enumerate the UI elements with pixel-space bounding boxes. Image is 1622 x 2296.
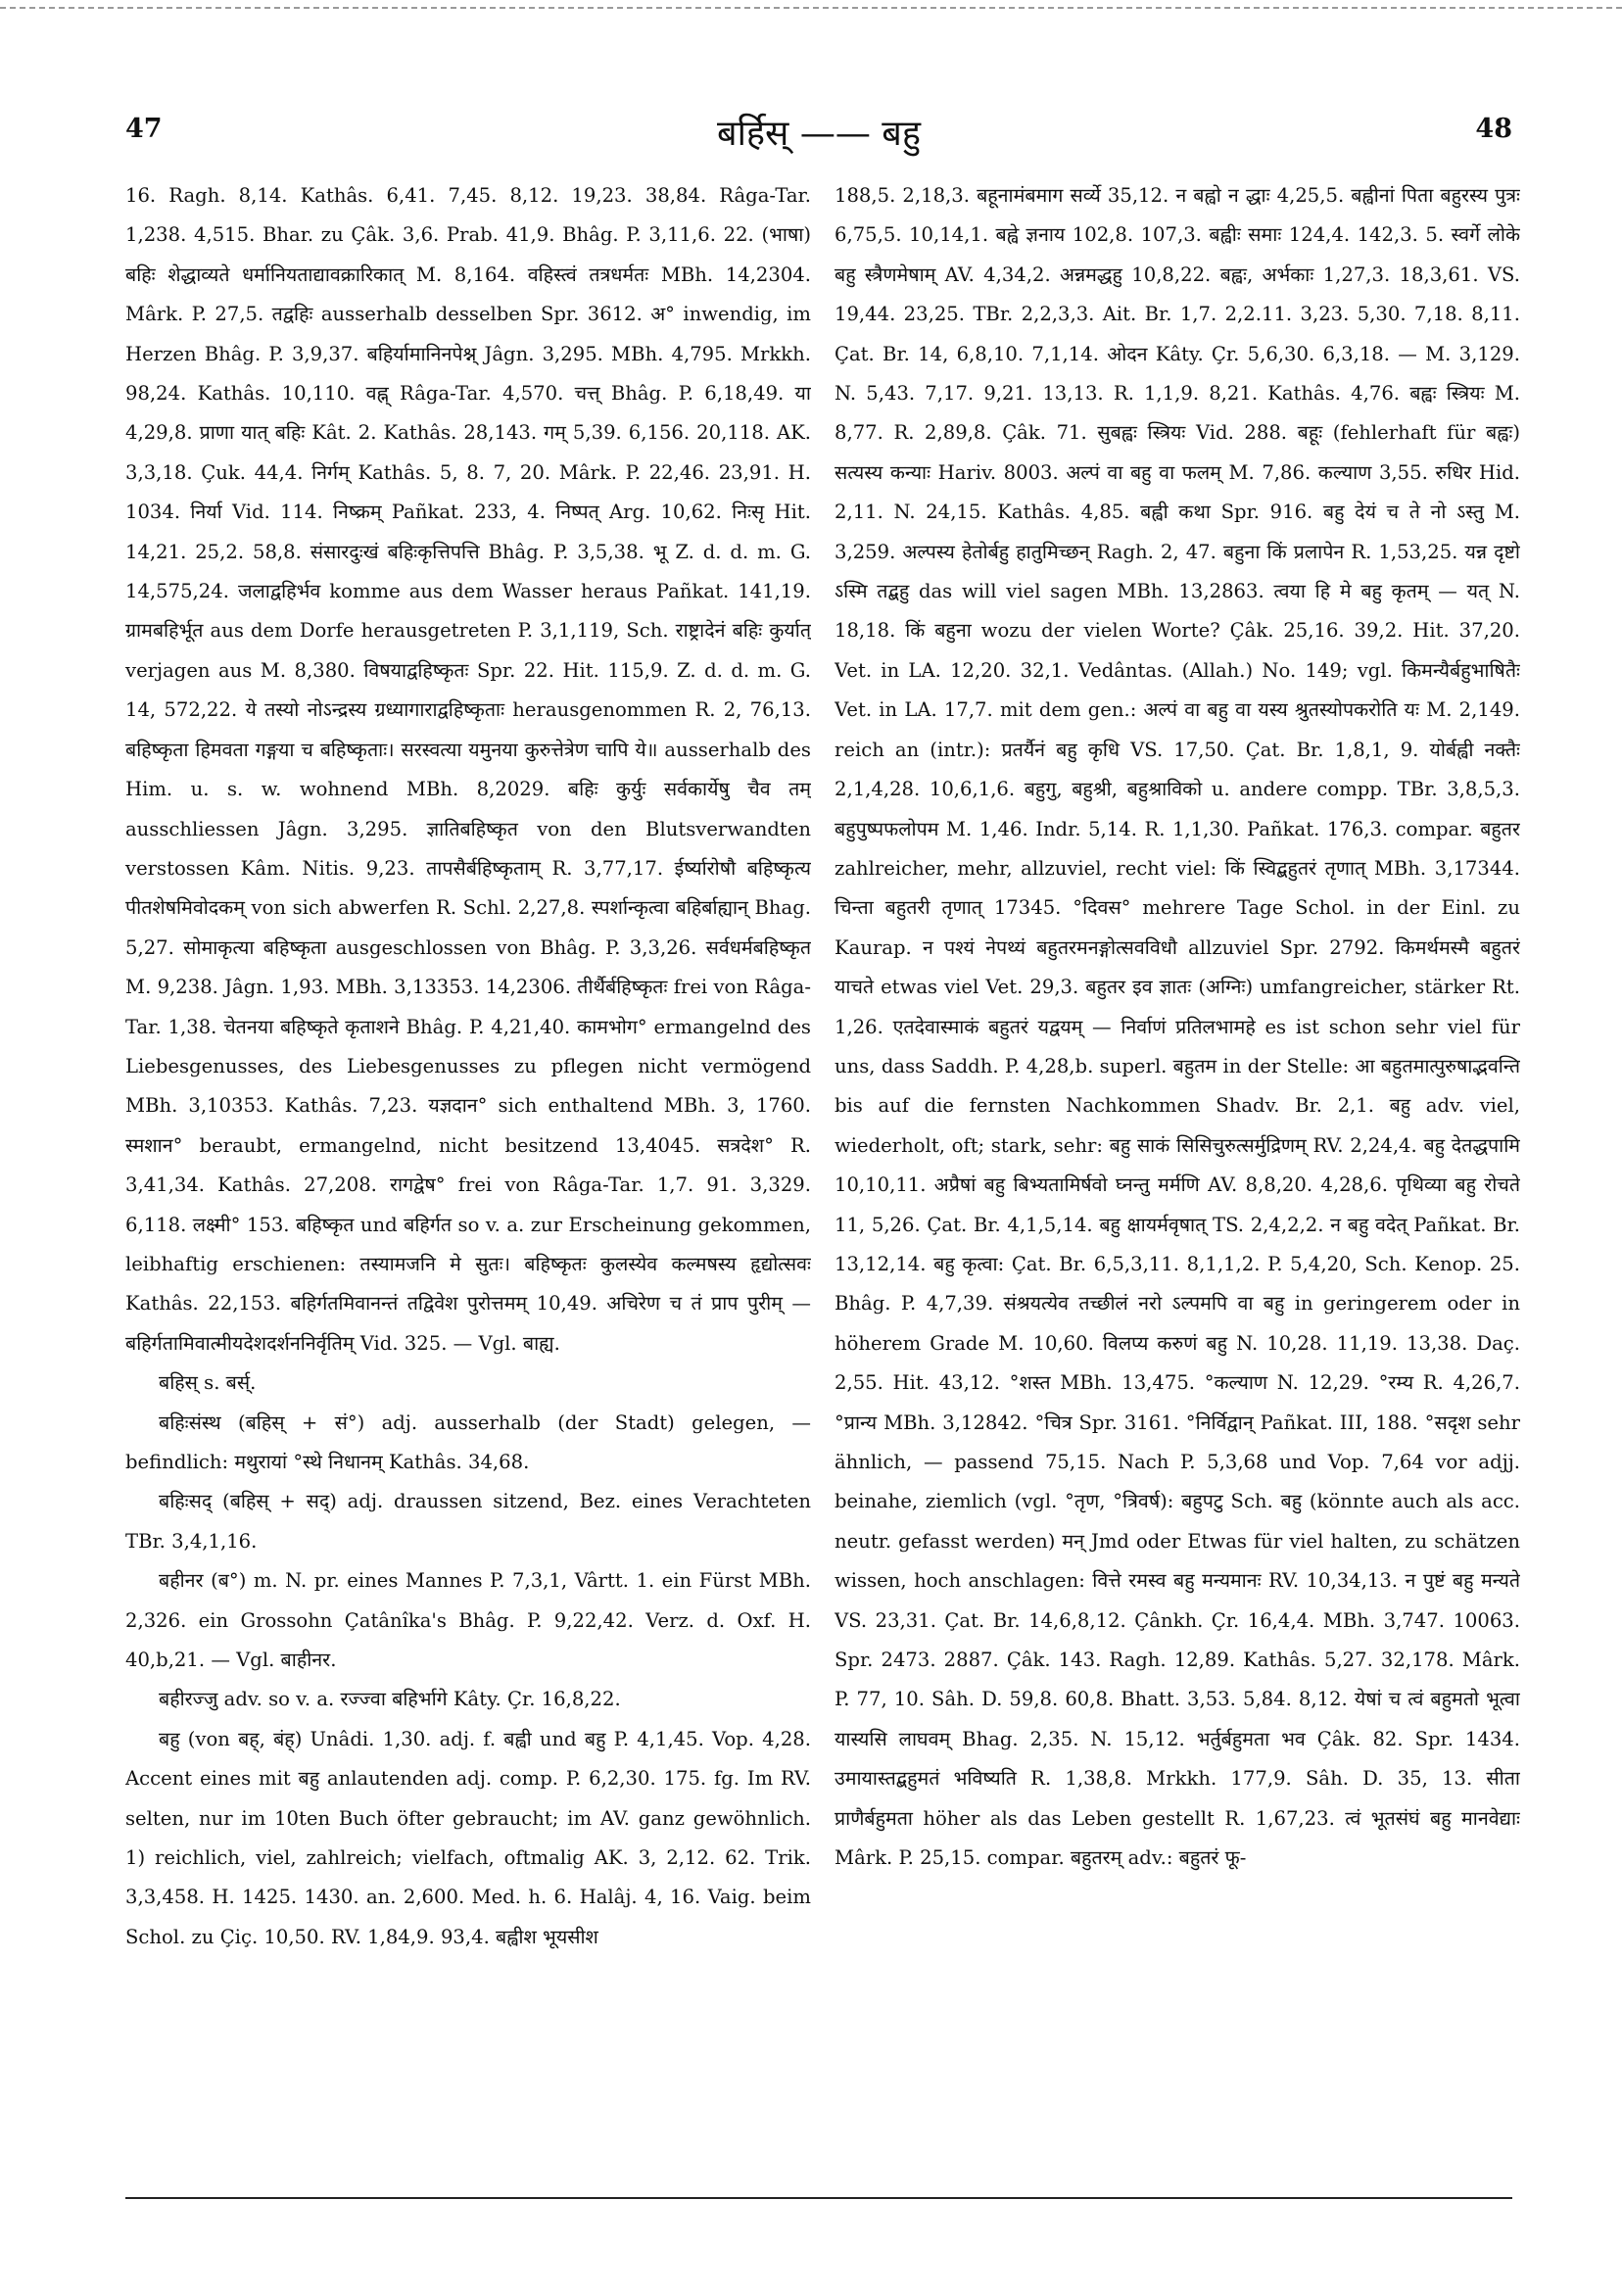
entry-bahirajju: बहीरज्जु adv. so v. a. रज्ज्वा बहिर्भागे Kâty. Çr. 16,8,22.	[159, 1688, 621, 1711]
page-header	[125, 108, 1512, 155]
paragraph: 188,5. 2,18,3. बहूनामंबमाग सर्व्ये 35,12. न बह्वो न द्धाः 4,25,5. बह्वीनां पिता बहुरस्य पुत्रः 6,75,5. 10,14,1. बह्वे ज्ञनाय 102,8. 107,3. बह्वीः समाः 124,4. 142,3. 5. स्वर्गे लोके बहु स्त्रैणमेषाम् AV. 4,34,2. अन्नमद्धहु 10,8,22. बह्वः, अर्भकाः 1,27,3. 18,3,61. VS. 19,44. 23,25. TBr. 2,2,3,3. Ait. Br. 1,7. 2,2.11. 3,23. 5,30. 7,18. 8,11. Çat. Br. 14, 6,8,10. 7,1,14. ओदन Kâty. Çr. 5,6,30. 6,3,18. — M. 3,129. N. 5,43. 7,17. 9,21. 13,13. R. 1,1,9. 8,21. Kathâs. 4,76. बह्वः स्त्रियः M. 8,77. R. 2,89,8. Çâk. 71. सुबह्वः स्त्रियः Vid. 288. बहूः (fehlerhaft für बह्वः) सत्यस्य कन्याः Hariv. 8003. अल्पं वा बहु वा फलम् M. 7,86. कल्याण 3,55. रुधिर Hid. 2,11. N. 24,15. Kathâs. 4,85. बह्वी कथा Spr. 916. बहु देयं च ते नो ऽस्तु M. 3,259. अल्पस्य हेतोर्बहु हातुमिच्छन् Ragh. 2, 47. बहुना किं प्रलापेन R. 1,53,25. यन्न दृष्टो ऽस्मि तद्बहु das will viel sagen MBh. 13,2863. त्वया हि मे बहु कृतम् — यत् N. 18,18. किं बहुना wozu der vielen Worte? Çâk. 25,16. 39,2. Hit. 37,20. Vet. in LA. 12,20. 32,1. Vedântas. (Allah.) No. 149; vgl. किमन्यैर्बहुभाषितैः Vet. in LA. 17,7. mit dem gen.: अल्पं वा बहु वा यस्य श्रुतस्योपकरोति यः M. 2,149. reich an (intr.): प्रतर्यैनं बहु कृधि VS. 17,50. Çat. Br. 1,8,1, 9. योर्बह्वी नक्तैः 2,1,4,28. 10,6,1,6. बहुगु, बहुश्री, बहुश्राविको u. andere compp. TBr. 3,8,5,3. बहुपुष्पफलोपम M. 1,46. Indr. 5,14. R. 1,1,30. Pañkat. 176,3. compar. बहुतर zahlreicher, mehr, allzuviel, recht viel: किं स्विद्बहुतरं तृणात् MBh. 3,17344. चिन्ता बहुतरी तृणात् 17345. °दिवस° mehrere Tage Schol. in der Einl. zu Kaurap. न पश्यं नेपथ्यं बहुतरमनङ्गोत्सवविधौ allzuviel Spr. 2792. किमर्थमस्मै बहुतरं याचते etwas viel Vet. 29,3. बहुतर इव ज्ञातः (अग्निः) umfangreicher, stärker Rt. 1,26. एतदेवास्माकं बहुतरं यद्वयम् — निर्वाणं प्रतिलभामहे es ist schon sehr viel für uns, dass Saddh. P. 4,28,b. superl. बहुतम in der Stelle: आ बहुतमात्पुरुषाद्भवन्ति bis auf die fernsten Nachkommen Shadv. Br. 2,1. बहु adv. viel, wiederholt, oft; stark, sehr: बहु साकं सिसिचुरुत्सर्मुद्रिणम् RV. 2,24,4. बहु देतद्धपामि 10,10,11. अप्रैषां बहु बिभ्यतामिर्षवो घ्नन्तु मर्मणि AV. 8,8,20. 4,28,6. पृथिव्या बहु रोचते 11, 5,26. Çat. Br. 4,1,5,14. बहु क्षायर्मवृषात् TS. 2,4,2,2. न बहु वदेत् Pañkat. Br. 13,12,14. बहु कृत्वा: Çat. Br. 6,5,3,11. 8,1,1,2. P. 5,4,20, Sch. Kenop. 25. Bhâg. P. 4,7,39. संश्रयत्येव तच्छीलं नरो ऽल्पमपि वा बहु in geringerem oder in höherem Grade M. 10,60. विलप्य करुणं बहु N. 10,28. 11,19. 13,38. Daç. 2,55. Hit. 43,12. °शस्त MBh. 13,475. °कल्याण N. 12,29. °रम्य R. 4,26,7. °प्रान्य MBh. 3,12842. °चित्र Spr. 3161. °निर्विद्वान् Pañkat. III, 188. °सदृश sehr ähnlich, — passend 75,15. Nach P. 5,3,68 und Vop. 7,64 vor adjj. beinahe, ziemlich (vgl. °तृण, °त्रिवर्ष): बहुपटु Sch. बहु (könnte auch als acc. neutr. gefasst werden) मन् Jmd oder Etwas für viel halten, zu schätzen wissen, hoch anschlagen: वित्ते रमस्व बहु मन्यमानः RV. 10,34,13. न पुष्टं बहु मन्यते VS. 23,31. Çat. Br. 14,6,8,12. Çânkh. Çr. 16,4,4. MBh. 3,747. 10063. Spr. 2473. 2887. Çâk. 143. Ragh. 12,89. Kathâs. 5,27. 32,178. Mârk. P. 77, 10. Sâh. D. 59,8. 60,8. Bhatt. 3,53. 5,84. 8,12. येषां च त्वं बहुमतो भूत्वा यास्यसि लाघवम् Bhag. 2,35. N. 15,12. भर्तुर्बहुमता भव Çâk. 82. Spr. 1434. उमायास्तद्बहुमतं भविष्यति R. 1,38,8. Mrkkh. 177,9. Sâh. D. 35, 13. सीता प्राणैर्बहुमता höher als das Leben gestellt R. 1,67,23. त्वं भूतसंघं बहु मानवेद्याः Mârk. P. 25,15. compar. बहुतरम् adv.: बहुतरं फू-	[835, 184, 1520, 1870]
page-number-left: 47	[125, 114, 163, 144]
paragraph: 16. Ragh. 8,14. Kathâs. 6,41. 7,45. 8,12. 19,23. 38,84. Râga-Tar. 1,238. 4,515. Bhar. zu Çâk. 3,6. Prab. 41,9. Bhâg. P. 3,11,6. 22. (भाषा) बहिः शेद्धाव्यते धर्मानियताद्यावक्रारिकात् M. 8,164. वहिस्त्वं तत्रधर्मतः MBh. 14,2304. Mârk. P. 27,5. तद्वहिः ausserhalb desselben Spr. 3612. अ° inwendig, im Herzen Bhâg. P. 3,9,37. बहिर्यामानिनपेश्न् Jâgn. 3,295. MBh. 4,795. Mrkkh. 98,24. Kathâs. 10,110. वह्न् Râga-Tar. 4,570. चत्त् Bhâg. P. 6,18,49. या 4,29,8. प्राणा यात् बहिः Kât. 2. Kathâs. 28,143. गम् 5,39. 6,156. 20,118. AK. 3,3,18. Çuk. 44,4. निर्गम् Kathâs. 5, 8. 7, 20. Mârk. P. 22,46. 23,91. H. 1034. निर्या Vid. 114. निष्क्रम् Pañkat. 233, 4. निष्पत् Arg. 10,62. निःसृ Hit. 14,21. 25,2. 58,8. संसारदुःखं बहिःकृत्तिपत्ति Bhâg. P. 3,5,38. भू Z. d. d. m. G. 14,575,24. जलाद्वहिर्भव komme aus dem Wasser heraus Pañkat. 141,19. ग्रामबहिर्भूत aus dem Dorfe herausgetreten P. 3,1,119, Sch. राष्ट्रादेनं बहिः कुर्यात् verjagen aus M. 8,380. विषयाद्वहिष्कृतः Spr. 22. Hit. 115,9. Z. d. d. m. G. 14, 572,22. ये तस्यो नोऽन्द्रस्य ग्रध्यागाराद्वहिष्कृताः herausgenommen R. 2, 76,13. बहिष्कृता हिमवता गङ्गया च बहिष्कृताः। सरस्वत्या यमुनया कुरुत्तेत्रेण चापि ये॥ ausserhalb des Him. u. s. w. wohnend MBh. 8,2029. बहिः कुर्युः सर्वकार्येषु चैव तम् ausschliessen Jâgn. 3,295. ज्ञातिबहिष्कृत von den Blutsverwandten verstossen Kâm. Nitis. 9,23. तापसैर्बहिष्कृताम् R. 3,77,17. ईर्ष्यारोषौ बहिष्कृत्य पीतशेषमिवोदकम् von sich abwerfen R. Schl. 2,27,8. स्पर्शान्कृत्वा बहिर्बाह्यान् Bhag. 5,27. सोमाकृत्या बहिष्कृता ausgeschlossen von Bhâg. P. 3,3,26. सर्वधर्मबहिष्कृत M. 9,238. Jâgn. 1,93. MBh. 3,13353. 14,2306. तीर्थैर्बहिष्कृतः frei von Râga-Tar. 1,38. चेतनया बहिष्कृते कृताशने Bhâg. P. 4,21,40. कामभोग° ermangelnd des Liebesgenusses, des Liebesgenusses zu pflegen nicht vermögend MBh. 3,10353. Kathâs. 7,23. यज्ञदान° sich enthaltend MBh. 3, 1760. स्मशान° beraubt, ermangelnd, nicht besitzend 13,4045. सत्रदेश° R. 3,41,34. Kathâs. 27,208. रागद्वेष° frei von Râga-Tar. 1,7. 91. 3,329. 6,118. लक्ष्मी° 153. बहिष्कृत und बहिर्गत so v. a. zur Erscheinung gekommen, leibhaftig erschienen: तस्यामजनि मे सुतः। बहिष्कृतः कुलस्येव कल्मषस्य हृद्योत्सवः Kathâs. 22,153. बहिर्गतमिवानन्तं तद्विवेश पुरोत्तमम् 10,49. अचिरेण च तं प्राप पुरीम् — बहिर्गतामिवात्मीयदेशदर्शननिर्वृतिम् Vid. 325. — Vgl. बाह्य.	[125, 184, 811, 1355]
right-column	[835, 176, 1520, 2184]
bottom-rule	[125, 2197, 1512, 2199]
page-number-right: 48	[1475, 114, 1512, 144]
entry-bahinara: बहीनर (ब°) m. N. pr. eines Mannes P. 7,3,1, Vârtt. 1. ein Fürst MBh. 2,326. ein Grossohn Çatânîka's Bhâg. P. 9,22,42. Verz. d. Oxf. H. 40,b,21. — Vgl. बाहीनर.	[125, 1569, 811, 1672]
running-head: बर्हिस् —— बहु	[717, 114, 921, 154]
entry-bahis: बहिस् s. बर्स्.	[159, 1371, 257, 1395]
entry-bahihsamstha: बहिःसंस्थ (बहिस् + सं°) adj. ausserhalb (der Stadt) gelegen, — befindlich: मथुरायां °स्थे निधानम् Kathâs. 34,68.	[125, 1411, 811, 1473]
top-border	[0, 7, 1622, 9]
entry-bahu: बहु (von बह्, बंह्) Unâdi. 1,30. adj. f. बह्वी und बहु P. 4,1,45. Vop. 4,28. Accent eines mit बहु anlautenden adj. comp. P. 6,2,30. 175. fg. Im RV. selten, nur im 10ten Buch öfter gebraucht; im AV. ganz gewöhnlich. 1) reichlich, viel, zahlreich; vielfach, oftmalig AK. 3, 2,12. 62. Trik. 3,3,458. H. 1425. 1430. an. 2,600. Med. h. 6. Halâj. 4, 16. Vaig. beim Schol. zu Çiç. 10,50. RV. 1,84,9. 93,4. बह्वीश भूयसीश	[125, 1727, 811, 1948]
entry-bahihsad: बहिःसद् (बहिस् + सद्) adj. draussen sitzend, Bez. eines Verachteten TBr. 3,4,1,16.	[125, 1490, 811, 1553]
left-column	[125, 176, 811, 2184]
